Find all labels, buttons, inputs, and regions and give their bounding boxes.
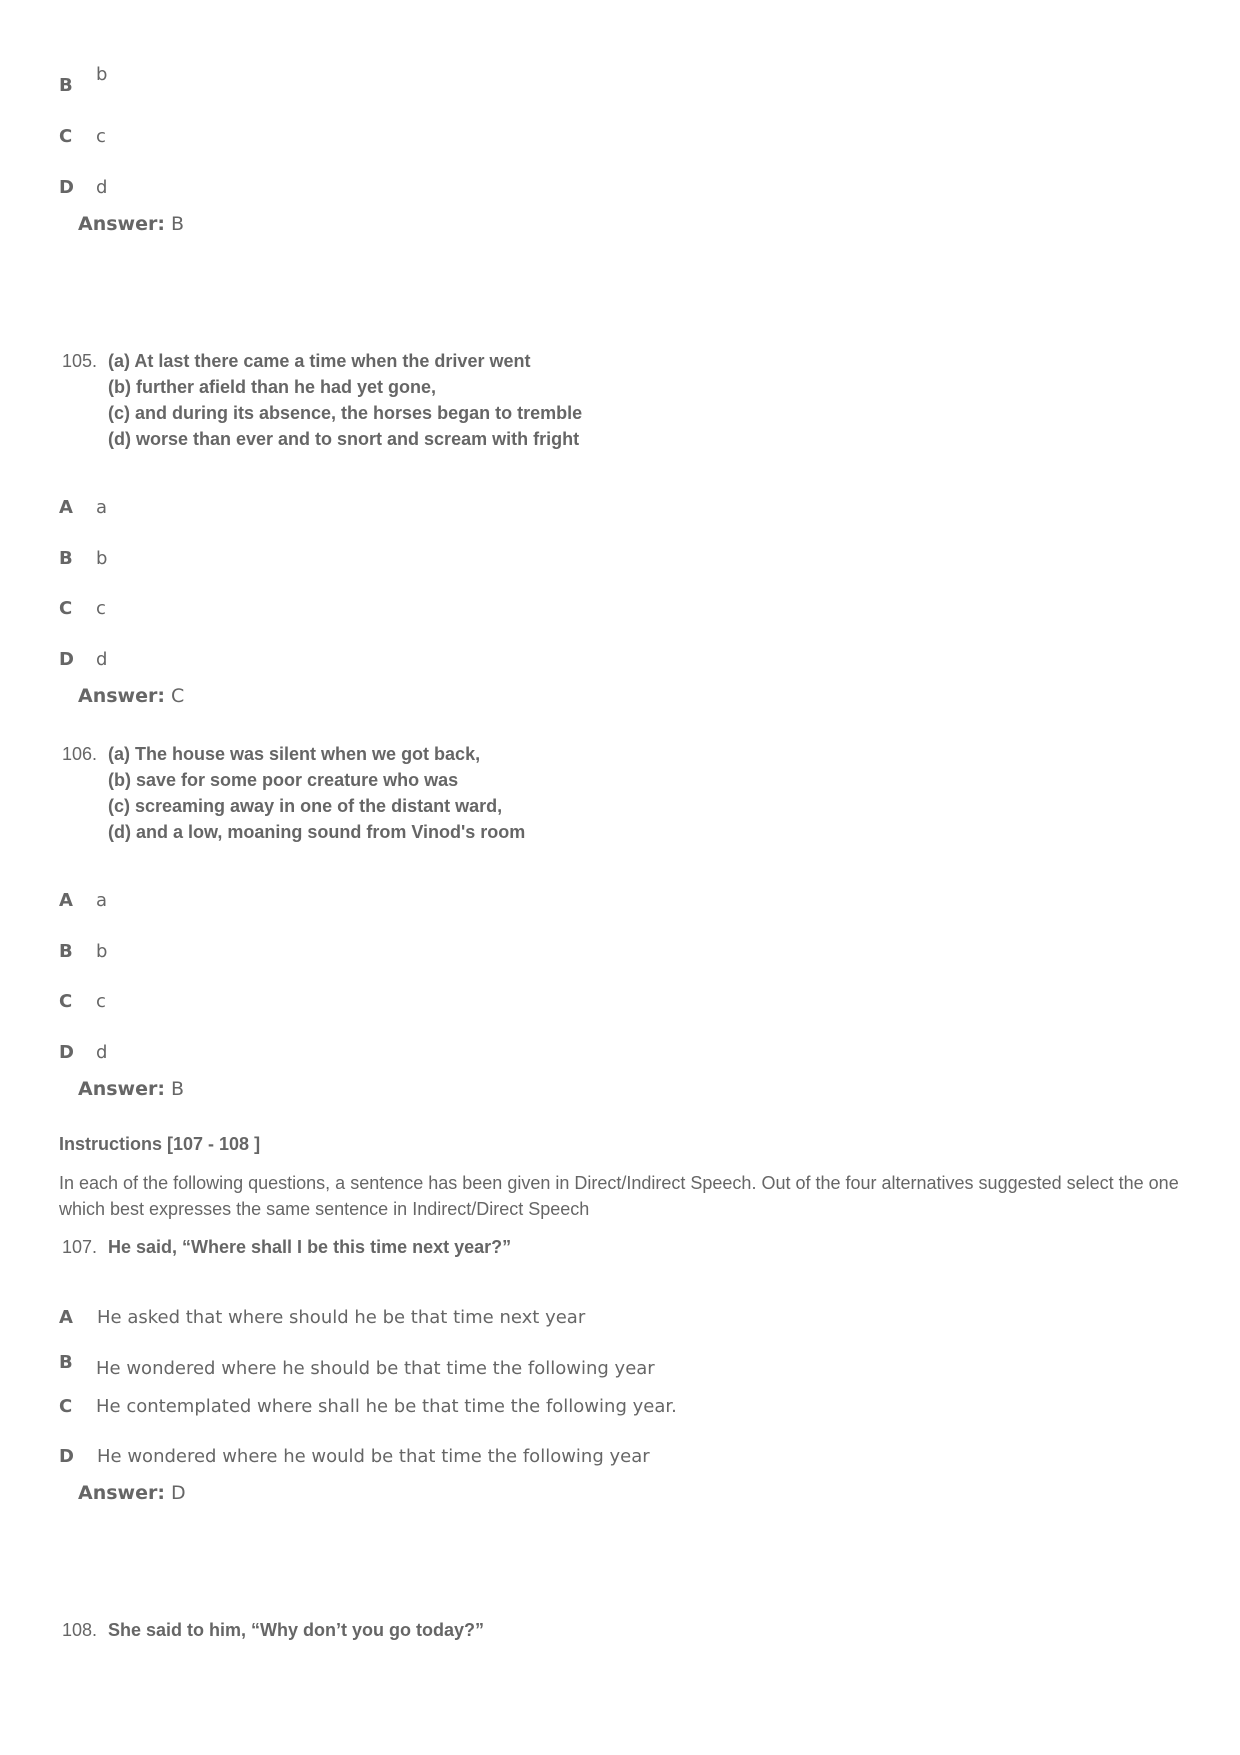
option-letter: C xyxy=(59,126,73,147)
option-text: b xyxy=(96,941,108,962)
option-letter: A xyxy=(59,497,73,518)
option-letter: B xyxy=(59,75,73,96)
option-text: a xyxy=(96,890,108,911)
answer xyxy=(78,685,184,707)
option-letter: A xyxy=(59,1307,73,1328)
option-text: b xyxy=(96,64,108,85)
question-line: (d) and a low, moaning sound from Vinod's room xyxy=(108,822,526,842)
option-letter: A xyxy=(59,890,73,911)
question-number: 107. xyxy=(62,1237,98,1257)
option-letter: D xyxy=(59,1446,74,1467)
question-text: She said to him, “Why don’t you go today?” xyxy=(108,1620,484,1640)
question-line: (b) further afield than he had yet gone, xyxy=(108,377,437,397)
option-text: a xyxy=(96,497,108,518)
answer-label: Answer: xyxy=(78,213,165,235)
answer-label: Answer: xyxy=(78,1078,165,1100)
question-number: 105. xyxy=(62,351,98,371)
option-text: He wondered where he should be that time the following year xyxy=(96,1358,655,1379)
option-letter: B xyxy=(59,941,73,962)
question-line: (a) At last there came a time when the driver went xyxy=(108,351,531,371)
option-letter: D xyxy=(59,1042,74,1063)
answer xyxy=(78,213,184,235)
answer-label: Answer: xyxy=(78,685,165,707)
question-line: (c) screaming away in one of the distant ward, xyxy=(108,796,503,816)
option-letter: B xyxy=(59,1352,73,1373)
option-text: d xyxy=(96,649,108,670)
answer-value: B xyxy=(171,213,185,235)
question-number: 106. xyxy=(62,744,98,764)
answer xyxy=(78,1078,184,1100)
option-letter: D xyxy=(59,177,74,198)
option-letter: B xyxy=(59,548,73,569)
option-text: He asked that where should he be that time next year xyxy=(97,1307,586,1328)
option-text: He wondered where he would be that time the following year xyxy=(97,1446,650,1467)
option-letter: C xyxy=(59,1396,73,1417)
answer xyxy=(78,1482,186,1504)
option-text: d xyxy=(96,1042,108,1063)
question-line: (b) save for some poor creature who was xyxy=(108,770,459,790)
question-line: (d) worse than ever and to snort and scream with fright xyxy=(108,429,580,449)
instructions-text: In each of the following questions, a sentence has been given in Direct/Indirect Speech. Out of the four alternatives suggested select the one which best expresses the same sentence in Indirect/Direct Speech xyxy=(59,1173,1179,1219)
option-text: c xyxy=(96,598,106,619)
question-text: He said, “Where shall I be this time next year?” xyxy=(108,1237,512,1257)
option-letter: C xyxy=(59,991,73,1012)
option-text: b xyxy=(96,548,108,569)
question-number: 108. xyxy=(62,1620,98,1640)
option-text: c xyxy=(96,991,106,1012)
answer-value: C xyxy=(171,685,185,707)
answer-label: Answer: xyxy=(78,1482,165,1504)
question-line: (c) and during its absence, the horses began to tremble xyxy=(108,403,583,423)
question-line: (a) The house was silent when we got back, xyxy=(108,744,481,764)
option-letter: D xyxy=(59,649,74,670)
answer-value: D xyxy=(171,1482,186,1504)
option-text: He contemplated where shall he be that time the following year. xyxy=(96,1396,677,1417)
option-text: d xyxy=(96,177,108,198)
instructions-title: Instructions [107 - 108 ] xyxy=(59,1134,261,1154)
option-letter: C xyxy=(59,598,73,619)
option-text: c xyxy=(96,126,106,147)
answer-value: B xyxy=(171,1078,185,1100)
